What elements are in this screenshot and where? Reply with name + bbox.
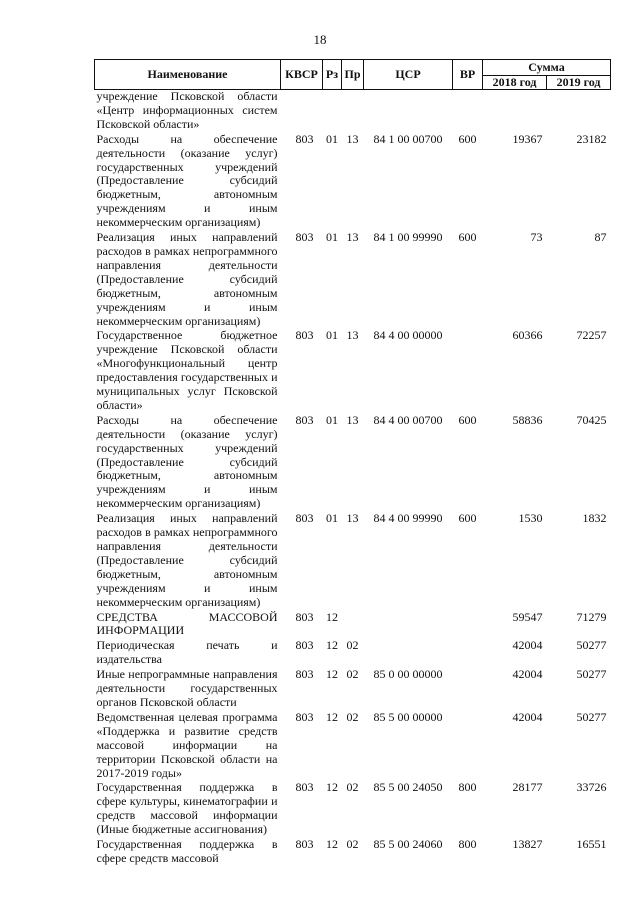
table-row [95, 838, 611, 867]
row-rz: 12 [326, 609, 338, 624]
row-sum-2019: 50277 [576, 667, 607, 682]
row-pr: 02 [346, 638, 359, 653]
row-rz: 01 [326, 328, 338, 343]
row-pr [342, 611, 364, 640]
row-sum-2018: 42004 [512, 709, 543, 724]
table-row [95, 668, 611, 711]
row-kvsr [281, 90, 323, 133]
row-vr: 600 [458, 511, 477, 526]
header-name: Наименование [95, 60, 281, 90]
row-rz: 01 [326, 131, 338, 146]
table-row [95, 133, 611, 231]
row-pr: 13 [346, 230, 359, 245]
row-pr: 13 [346, 328, 359, 343]
row-rz: 01 [326, 511, 338, 526]
row-name: Государственная поддержка в сфере средств массовой [96, 837, 278, 865]
row-kvsr: 803 [295, 328, 314, 343]
row-sum-2018: 28177 [512, 780, 543, 795]
row-sum-2019: 87 [594, 230, 607, 245]
row-sum-2019: 16551 [576, 837, 607, 852]
row-rz: 12 [326, 780, 338, 795]
table-row [95, 781, 611, 838]
row-kvsr: 803 [295, 609, 314, 624]
row-name: Иные непрограммные направления деятельности государственных органов Псковской области [96, 667, 278, 709]
row-vr [453, 611, 483, 640]
row-name: СРЕДСТВА МАССОВОЙ ИНФОРМАЦИИ [96, 609, 278, 638]
row-kvsr: 803 [295, 230, 314, 245]
row-sum-2018 [483, 90, 547, 133]
row-kvsr: 803 [295, 131, 314, 146]
row-csr [364, 90, 453, 133]
row-sum-2018: 59547 [512, 609, 543, 624]
table-row [95, 329, 611, 413]
row-csr: 85 0 00 00000 [373, 667, 443, 682]
table-row [95, 711, 611, 782]
row-sum-2019 [547, 90, 611, 133]
row-kvsr: 803 [295, 837, 314, 852]
row-vr: 600 [458, 131, 477, 146]
row-kvsr: 803 [295, 511, 314, 526]
row-sum-2019: 33726 [576, 780, 607, 795]
row-sum-2019: 70425 [576, 412, 607, 427]
row-pr: 02 [346, 780, 359, 795]
header-kvsr: КВСР [281, 60, 323, 90]
row-sum-2018: 73 [530, 230, 543, 245]
row-csr: 85 5 00 24060 [373, 837, 443, 852]
row-pr: 13 [346, 412, 359, 427]
row-sum-2019: 1832 [582, 511, 607, 526]
row-sum-2018: 19367 [512, 131, 543, 146]
header-sum: Сумма [483, 60, 611, 76]
header-year-2019: 2019 год [547, 76, 611, 90]
row-csr: 84 4 00 00700 [373, 412, 443, 427]
row-vr [453, 90, 483, 133]
budget-table [94, 59, 611, 867]
row-name: Государственное бюджетное учреждение Псковской области «Многофункциональный центр предоставления государственных и муниципальных услуг Псковской области» [96, 328, 278, 412]
row-name: Расходы на обеспечение деятельности (оказание услуг) государственных учреждений (Предоставление субсидий бюджетным, автономным учреждениям и иным некоммерческим организациям) [96, 131, 278, 230]
row-pr: 13 [346, 511, 359, 526]
row-vr [453, 668, 483, 711]
row-rz: 12 [326, 709, 338, 724]
table-body [95, 90, 611, 867]
header-csr: ЦСР [364, 60, 453, 90]
row-rz: 01 [326, 412, 338, 427]
row-kvsr: 803 [295, 412, 314, 427]
row-sum-2019: 72257 [576, 328, 607, 343]
table-row [95, 512, 611, 610]
row-vr: 600 [458, 230, 477, 245]
table-row [95, 611, 611, 640]
row-vr: 800 [458, 780, 477, 795]
row-rz: 12 [326, 837, 338, 852]
table-row [95, 639, 611, 668]
table-header [95, 60, 611, 90]
row-name: Реализация иных направлений расходов в рамках непрограммного направления деятельности (Предоставление субсидий бюджетным, автономным учреждениям и иным некоммерческим организациям) [96, 230, 278, 328]
table-row [95, 414, 611, 512]
row-csr: 84 1 00 99990 [373, 230, 443, 245]
row-name: Расходы на обеспечение деятельности (оказание услуг) государственных учреждений (Предоставление субсидий бюджетным, автономным учреждениям и иным некоммерческим организациям) [96, 412, 278, 511]
row-rz: 12 [326, 638, 338, 653]
row-name: Периодическая печать и издательства [96, 638, 278, 667]
row-csr: 85 5 00 00000 [373, 709, 443, 724]
row-csr: 84 4 00 00000 [373, 328, 443, 343]
row-sum-2018: 1530 [518, 511, 543, 526]
row-csr: 85 5 00 24050 [373, 780, 443, 795]
row-csr [364, 639, 453, 668]
row-vr: 600 [458, 412, 477, 427]
row-rz: 01 [326, 230, 338, 245]
row-vr: 800 [458, 837, 477, 852]
row-pr: 13 [346, 131, 359, 146]
row-vr [453, 639, 483, 668]
row-kvsr: 803 [295, 667, 314, 682]
row-vr [453, 329, 483, 413]
row-csr: 84 1 00 00700 [373, 131, 443, 146]
row-sum-2019: 50277 [576, 709, 607, 724]
row-pr: 02 [346, 709, 359, 724]
row-sum-2018: 42004 [512, 667, 543, 682]
table-row [95, 231, 611, 329]
row-kvsr: 803 [295, 780, 314, 795]
row-name: Реализация иных направлений расходов в рамках непрограммного направления деятельности (Предоставление субсидий бюджетным, автономным учреждениям и иным некоммерческим организациям) [96, 511, 278, 609]
row-pr [342, 90, 364, 133]
row-sum-2018: 60366 [512, 328, 543, 343]
row-pr: 02 [346, 837, 359, 852]
row-sum-2018: 58836 [512, 412, 543, 427]
row-sum-2018: 13827 [512, 837, 543, 852]
header-pr: Пр [342, 60, 364, 90]
row-csr [364, 611, 453, 640]
header-vr: ВР [453, 60, 483, 90]
row-kvsr: 803 [295, 638, 314, 653]
row-name: учреждение Псковской области «Центр информационных систем Псковской области» [96, 89, 278, 131]
header-year-2018: 2018 год [483, 76, 547, 90]
row-sum-2018: 42004 [512, 638, 543, 653]
row-sum-2019: 50277 [576, 638, 607, 653]
row-name: Государственная поддержка в сфере культуры, кинематографии и средств массовой информации (Иные бюджетные ассигнования) [96, 780, 278, 837]
row-sum-2019: 23182 [576, 131, 607, 146]
table-row [95, 90, 611, 133]
header-rz: Рз [323, 60, 342, 90]
row-pr: 02 [346, 667, 359, 682]
row-sum-2019: 71279 [576, 609, 607, 624]
page-number: 18 [313, 32, 327, 47]
row-name: Ведомственная целевая программа «Поддержка и развитие средств массовой информации на территории Псковской области на 2017-2019 годы» [96, 709, 278, 780]
row-kvsr: 803 [295, 709, 314, 724]
row-vr [453, 711, 483, 782]
row-csr: 84 4 00 99990 [373, 511, 443, 526]
row-rz: 12 [326, 667, 338, 682]
row-rz [323, 90, 342, 133]
